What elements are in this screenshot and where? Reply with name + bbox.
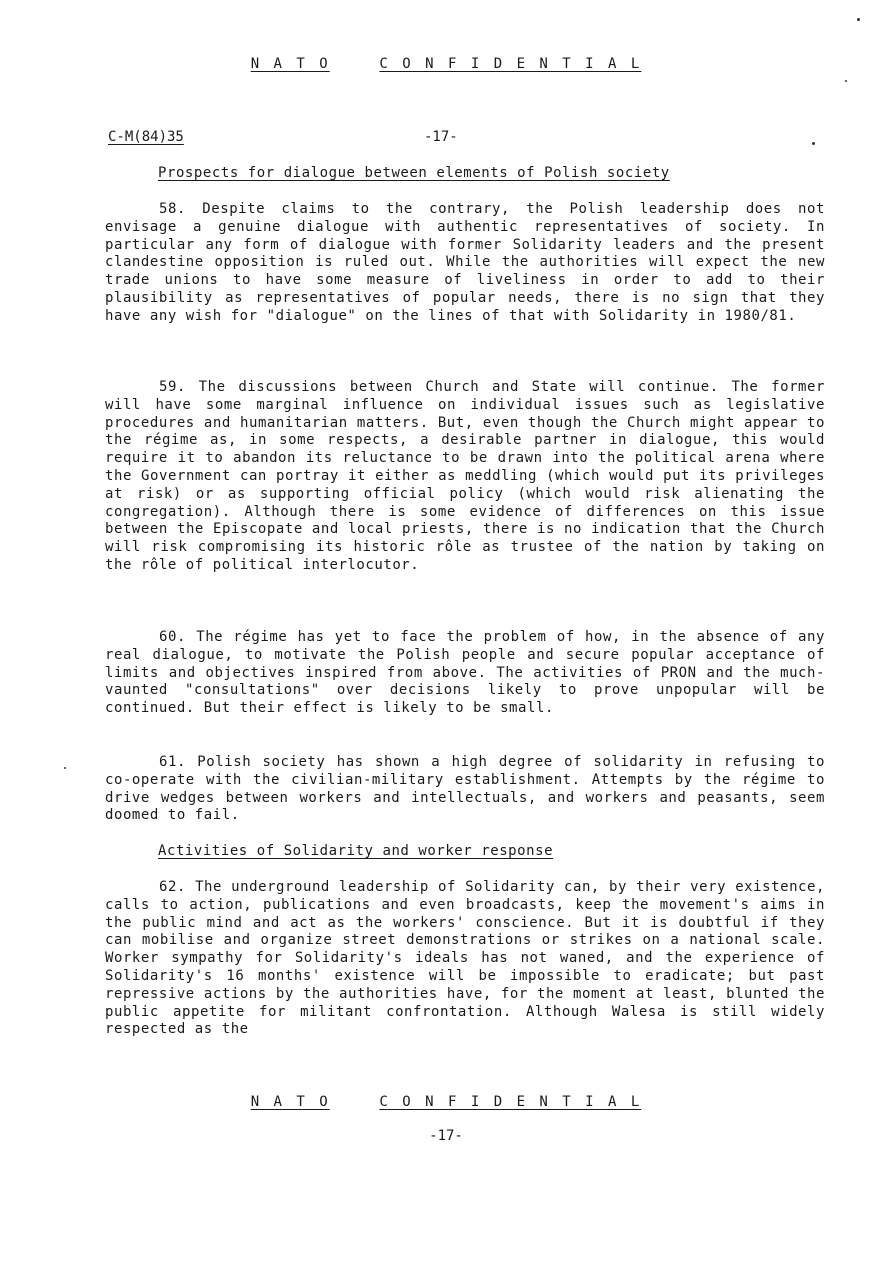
heading-dialogue: Prospects for dialogue between elements of Polish society xyxy=(158,165,670,181)
heading-solidarity: Activities of Solidarity and worker response xyxy=(158,843,554,859)
classification-word-nato: N A T O xyxy=(250,56,330,72)
paragraph-text: Polish society has shown a high degree of solidarity in refusing to co-operate with the civilian-military establishment. Attempts by the régime to drive wedges between workers and intellectuals, and workers and peasants, seem doomed to fail. xyxy=(105,754,825,824)
classification-word-confidential: C O N F I D E N T I A L xyxy=(379,56,642,72)
paragraph-58 xyxy=(105,201,825,326)
paragraph-number: 62. xyxy=(159,879,186,895)
reference-line xyxy=(108,129,818,149)
scan-speck xyxy=(845,80,847,82)
paragraph-60 xyxy=(105,629,825,718)
paragraph-text: The régime has yet to face the problem of how, in the absence of any real dialogue, to motivate the Polish people and secure popular acceptance of limits and objectives inspired from above. The activities of PRON and the much-vaunted "consultations" over decisions likely to prove unpopular will be continued. But their effect is likely to be small. xyxy=(105,629,825,717)
classification-header xyxy=(0,56,892,72)
paragraph-number: 61. xyxy=(159,754,186,770)
paragraph-62 xyxy=(105,879,825,1039)
paragraph-61 xyxy=(105,754,825,825)
classification-word-confidential: C O N F I D E N T I A L xyxy=(379,1094,642,1110)
paragraph-text: Despite claims to the contrary, the Polish leadership does not envisage a genuine dialogue with authentic representatives of society. In particular any form of dialogue with former Solidarity leaders and the present clandestine opposition is ruled out. While the authorities will expect the new trade unions to have some measure of liveliness in order to add to their plausibility as representatives of popular needs, there is no sign that they have any wish for "dialogue" on the lines of that with Solidarity in 1980/81. xyxy=(105,201,825,324)
paragraph-number: 58. xyxy=(159,201,186,217)
paragraph-number: 60. xyxy=(159,629,186,645)
scan-speck xyxy=(857,18,860,21)
paragraph-text: The underground leadership of Solidarity can, by their very existence, calls to action, publications and even broadcasts, keep the movement's aims in the public mind and act as the workers' conscience. But it is doubtful if they can mobilise and organize street demonstrations or strikes on a national scale. Worker sympathy for Solidarity's ideals has not waned, and the experience of Solidarity's 16 months' existence will be impossible to eradicate; but past repressive actions by the authorities have, for the moment at least, blunted the public appetite for militant confrontation. Although Walesa is still widely respected as the xyxy=(105,879,825,1038)
classification-footer xyxy=(0,1094,892,1110)
document-reference: C-M(84)35 xyxy=(108,129,184,145)
scan-speck xyxy=(64,767,66,769)
scan-speck xyxy=(812,142,815,145)
page-number-bottom: -17- xyxy=(429,1128,463,1144)
page-number-top: -17- xyxy=(424,129,458,145)
paragraph-59 xyxy=(105,379,825,575)
classification-word-nato: N A T O xyxy=(250,1094,330,1110)
paragraph-number: 59. xyxy=(159,379,186,395)
paragraph-text: The discussions between Church and State will continue. The former will have some marginal influence on individual issues such as legislative procedures and humanitarian matters. But, even though the Church might appear to the régime as, in some respects, a desirable partner in dialogue, this would require it to abandon its reluctance to be drawn into the political arena where the Government can portray it either as meddling (which would put its privileges at risk) or as supporting official policy (which would risk alienating the congregation). Although there is some evidence of differences on this issue between the Episcopate and local priests, there is no indication that the Church will risk compromising its historic rôle as trustee of the nation by taking on the rôle of political interlocutor. xyxy=(105,379,825,573)
